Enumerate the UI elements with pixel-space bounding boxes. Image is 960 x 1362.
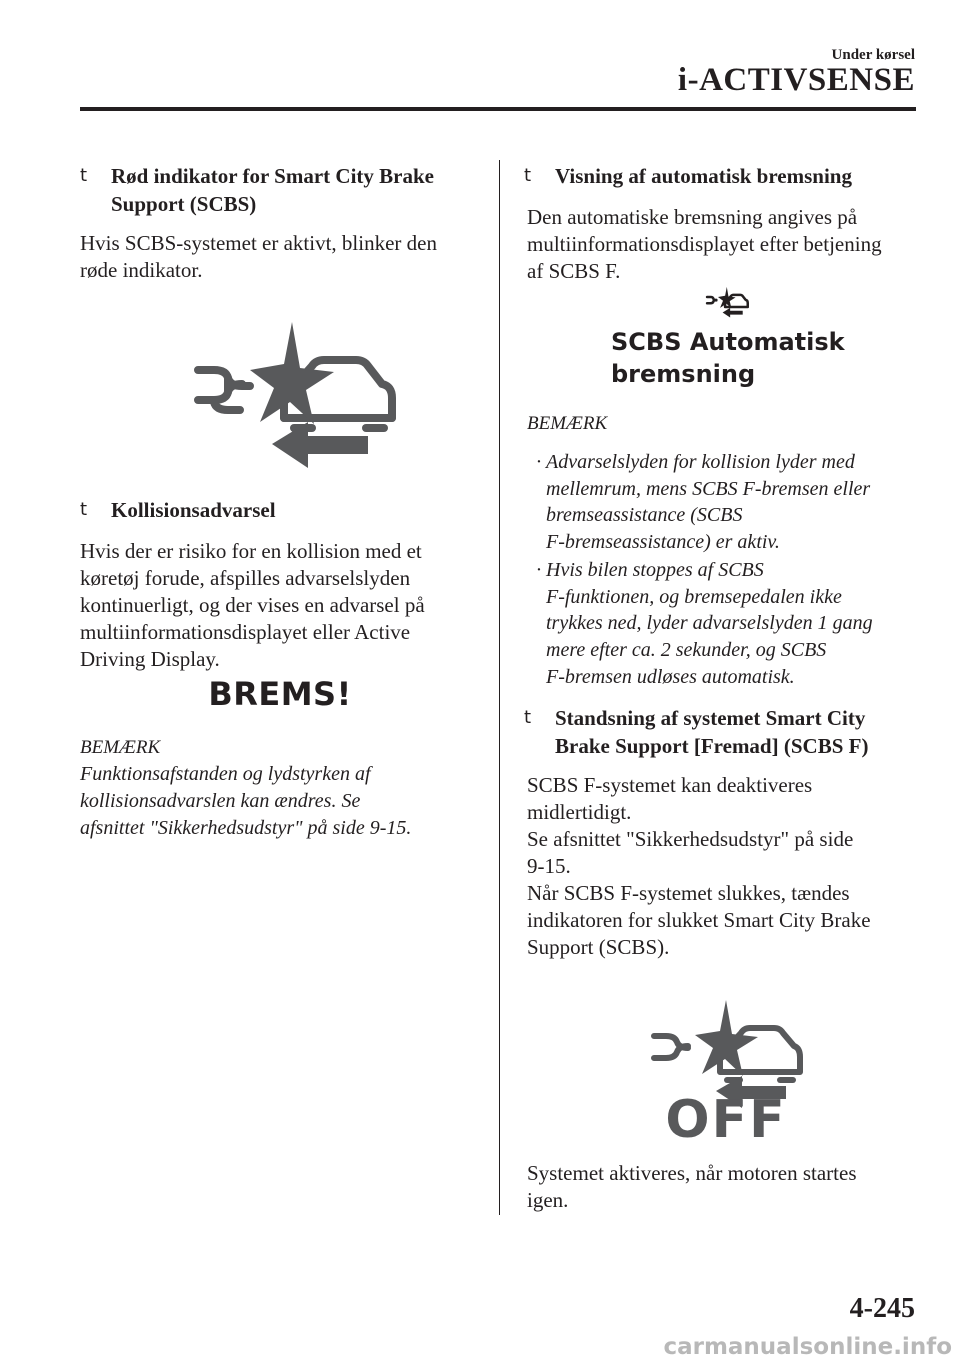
brems-display-text: BREMS!	[208, 675, 352, 713]
page-number: 4-245	[849, 1293, 915, 1324]
heading-text: Standsning af systemet Smart City Brake Support [Fremad] (SCBS F)	[555, 706, 869, 758]
paragraph-stopping-system: SCBS F-systemet kan deaktiveres midlertidigt. Se afsnittet "Sikkerhedsudstyr" på side 9-15. Når SCBS F-systemet slukkes, tændes indikatoren for slukket Smart City Brake Support (SCBS).	[527, 773, 871, 959]
paragraph-system-restart: Systemet aktiveres, når motoren startes igen.	[527, 1161, 857, 1212]
note-item-text: Advarselslyden for kollision lyder med mellemrum, mens SCBS F-bremsen eller bremseassistance (SCBS F-bremseassistance) er aktiv.	[546, 451, 871, 554]
note-title-right: BEMÆRK	[527, 413, 608, 434]
note-item-text: Hvis bilen stoppes af SCBS F-funktionen, og bremsepedalen ikke trykkes ned, lyder advarselslyden 1 gang mere efter ca. 2 sekunder, og SCBS F-bremsen udløses automatisk.	[546, 559, 873, 688]
bullet-dot-icon: ·	[535, 451, 543, 473]
scbs-small-indicator-icon	[705, 285, 749, 319]
paragraph-collision-warning: Hvis der er risiko for en kollision med et køretøj forude, afspilles advarselslyden kontinuerligt, og der vises en advarsel på multiinformationsdisplayet eller Active Driving Display.	[80, 539, 425, 671]
heading-text: Rød indikator for Smart City Brake Support (SCBS)	[111, 164, 434, 216]
scbs-auto-braking-display-text: SCBS Automatisk bremsning	[611, 328, 845, 388]
note-item	[532, 449, 922, 556]
bullet-icon: t	[524, 707, 532, 728]
heading-text: Visning af automatisk bremsning	[555, 164, 852, 188]
heading-stopping-system	[524, 704, 924, 760]
heading-collision-warning	[80, 496, 480, 524]
header-chapter-title: i-ACTIVSENSE	[677, 62, 915, 98]
heading-auto-braking-display	[524, 162, 924, 190]
heading-text: Kollisionsadvarsel	[111, 498, 276, 522]
note-text-left: Funktionsafstanden og lydstyrken af kollisionsadvarslen kan ændres. Se afsnittet "Sikkerhedsudstyr" på side 9-15.	[80, 763, 412, 839]
paragraph-auto-braking-display: Den automatiske bremsning angives på multiinformationsdisplayet efter betjening af SCBS F.	[527, 205, 882, 283]
heading-red-indicator	[80, 162, 480, 218]
scbs-indicator-icon	[188, 318, 398, 470]
bullet-icon: t	[80, 165, 88, 186]
bullet-dot-icon: ·	[535, 559, 543, 581]
note-item	[532, 557, 922, 691]
bullet-icon: t	[80, 499, 88, 520]
header-rule	[80, 107, 916, 111]
off-label: OFF	[665, 1090, 787, 1150]
bullet-icon: t	[524, 165, 532, 186]
watermark: carmanualsonline.info	[663, 1334, 952, 1360]
header-section: Under kørsel	[831, 47, 915, 63]
column-divider	[499, 160, 500, 1215]
paragraph-red-indicator: Hvis SCBS-systemet er aktivt, blinker den røde indikator.	[80, 231, 437, 282]
note-title-left: BEMÆRK	[80, 737, 161, 758]
